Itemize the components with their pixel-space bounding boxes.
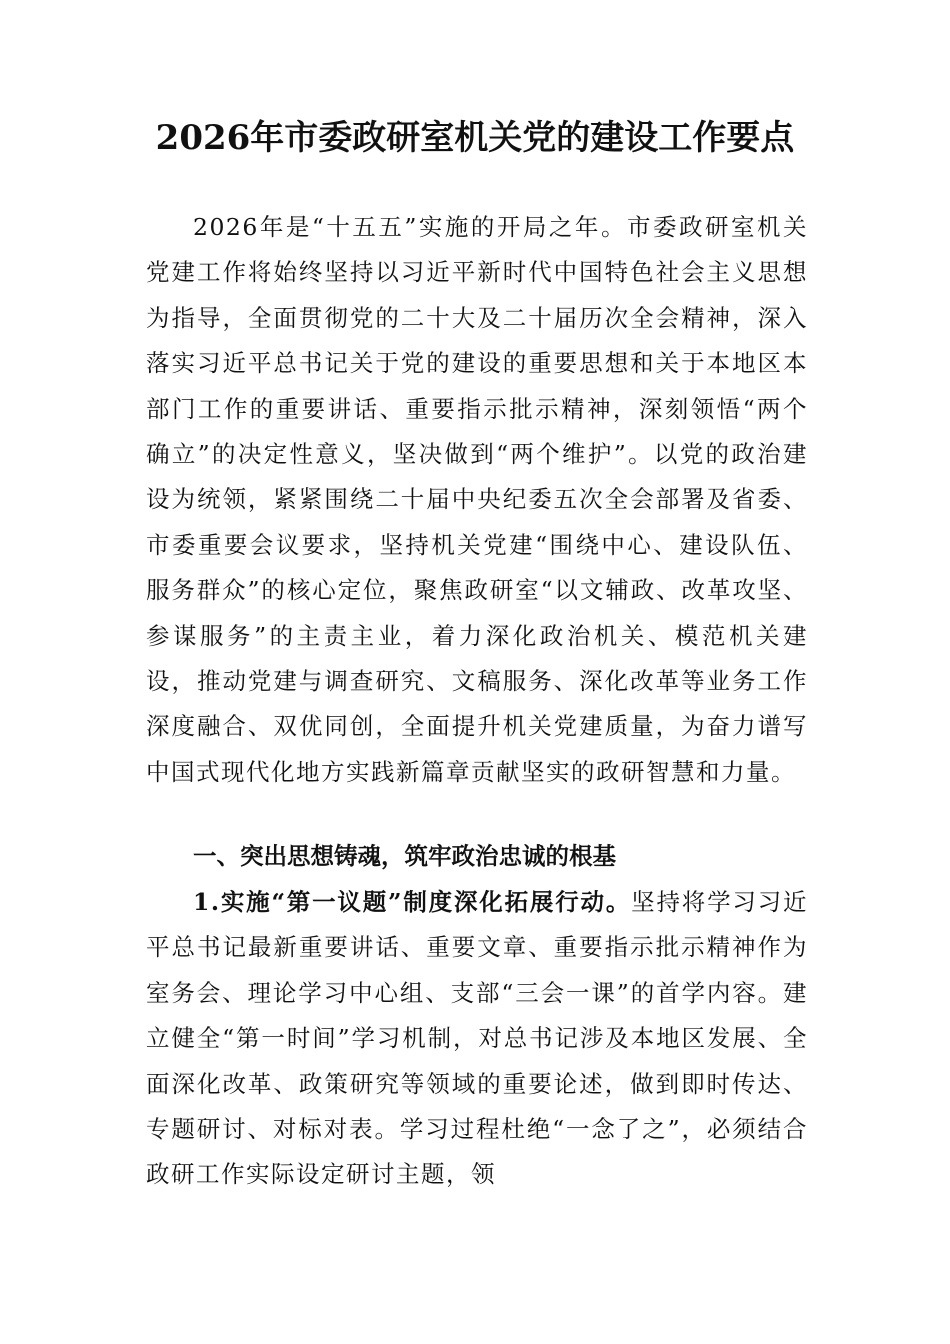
document-title: 2026年市委政研室机关党的建设工作要点 bbox=[155, 118, 795, 158]
section-heading: 一、突出思想铸魂，筑牢政治忠诚的根基 bbox=[193, 842, 616, 870]
item-1-paragraph bbox=[146, 880, 808, 1198]
item-1-lead: 1.实施“第一议题”制度深化拓展行动。 bbox=[193, 888, 632, 916]
intro-paragraph: 2026年是“十五五”实施的开局之年。市委政研室机关党建工作将始终坚持以习近平新时代中国特色社会主义思想为指导，全面贯彻党的二十大及二十届历次全会精神，深入落实习近平总书记关于党的建设的重要思想和关于本地区本部门工作的重要讲话、重要指示批示精神，深刻领悟“两个确立”的决定性意义，坚决做到“两个维护”。以党的政治建设为统领，紧紧围绕二十届中央纪委五次全会部署及省委、市委重要会议要求，坚持机关党建“围绕中心、建设队伍、服务群众”的核心定位，聚焦政研室“以文辅政、改革攻坚、参谋服务”的主责主业，着力深化政治机关、模范机关建设，推动党建与调查研究、文稿服务、深化改革等业务工作深度融合、双优同创，全面提升机关党建质量，为奋力谱写中国式现代化地方实践新篇章贡献坚实的政研智慧和力量。 bbox=[146, 213, 808, 786]
item-1-text: 坚持将学习习近平总书记最新重要讲话、重要文章、重要指示批示精神作为室务会、理论学习中心组、支部“三会一课”的首学内容。建立健全“第一时间”学习机制，对总书记涉及本地区发展、全面深化改革、政策研究等领域的重要论述，做到即时传达、专题研讨、对标对表。学习过程杜绝“一念了之”，必须结合政研工作实际设定研讨主题，领 bbox=[146, 888, 808, 1189]
